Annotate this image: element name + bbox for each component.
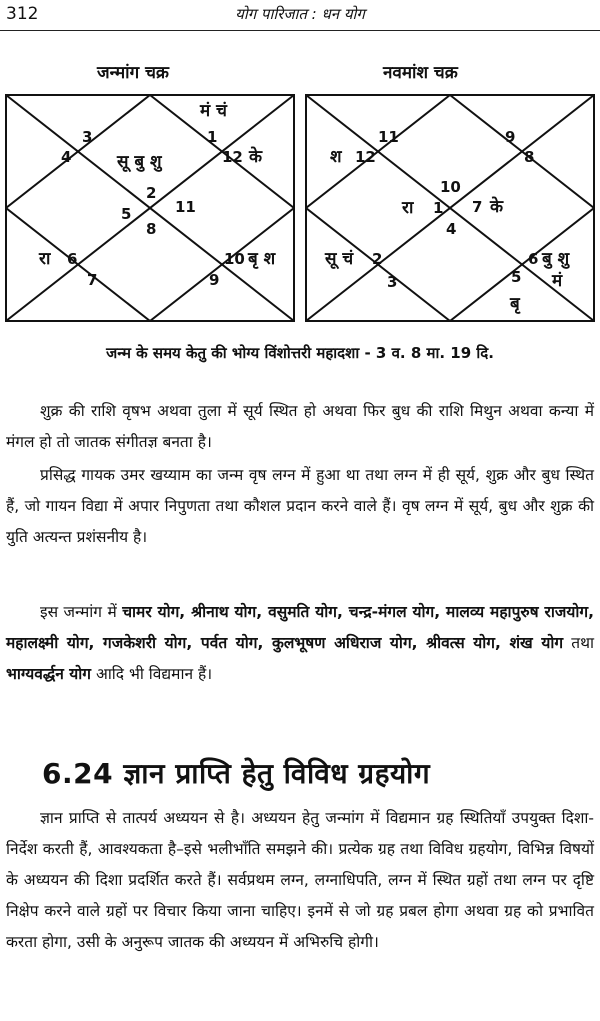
- paragraph-omar-khayyam: प्रसिद्ध गायक उमर खय्याम का जन्म वृष लग्न में हुआ था तथा लग्न में ही सूर्य, शुक्र और बुध स्थित हैं, जो गायन विद्या में अपार निपुणता तथा कौशल प्रदान करने वाले हैं। वृष लग्न में सूर्य, बुध और शुक्र की युति अत्यन्त प्रशंसनीय है।: [6, 466, 594, 546]
- navamsa-chart-title: नवमांश चक्र: [383, 63, 458, 83]
- yoga-list-last: भाग्यवर्द्धन योग: [6, 665, 91, 683]
- planet-label: बु शु: [542, 249, 570, 269]
- planet-label: सू चं: [325, 249, 354, 269]
- navamsa-chart: [305, 94, 595, 322]
- planet-label: सू बु शु: [117, 152, 162, 172]
- house-number: 9: [209, 271, 220, 289]
- birth-chart-diagram: [5, 94, 295, 322]
- house-number: 3: [387, 273, 398, 291]
- house-number: 3: [82, 128, 93, 146]
- planet-label: मं: [552, 271, 563, 291]
- page-number: 312: [6, 4, 39, 24]
- house-number: 9: [505, 128, 516, 146]
- house-number: 5: [121, 205, 132, 223]
- paragraph-knowledge: ज्ञान प्राप्ति से तात्पर्य अध्ययन से है। अध्ययन हेतु जन्मांग में विद्यमान ग्रह स्थितियाँ उपयुक्त दिशा-निर्देश करती हैं, आवश्यकता है–इसे भलीभाँति समझने की। प्रत्येक ग्रह तथा विविध ग्रहयोग, विभिन्न विषयों के अध्ययन की दिशा प्रदर्शित करते हैं। सर्वप्रथम लग्न, लग्नाधिपति, लग्न में स्थित ग्रहों तथा लग्न पर दृष्टि निक्षेप करने वाले ग्रहों पर विचार किया जाना चाहिए। इनमें से जो ग्रह प्रबल होगा अथवा ग्रह को प्रभावित करता होगा, उसी के अनुरूप जातक की अध्ययन में अभिरुचि होगी।: [6, 809, 594, 951]
- house-number: 10: [224, 250, 245, 268]
- house-number: 11: [175, 198, 196, 216]
- planet-label: श: [330, 147, 342, 167]
- section-number: 6.24: [42, 757, 114, 790]
- birth-chart: [5, 94, 295, 322]
- yoga-list-prefix: इस जन्मांग में: [40, 603, 117, 621]
- yoga-list-bold: चामर योग, श्रीनाथ योग, वसुमति योग, चन्द्र-मंगल योग, मालव्य महापुरुष राजयोग, महालक्ष्मी योग, गजकेशरी योग, पर्वत योग, कुलभूषण अधिराज योग, श्रीवत्स योग, शंख योग: [6, 603, 594, 652]
- house-number: 5: [511, 268, 522, 286]
- house-number: 12: [355, 148, 376, 166]
- house-number: 8: [524, 148, 535, 166]
- running-title: योग पारिजात : धन योग: [235, 5, 365, 23]
- planet-label: बृ श: [248, 249, 276, 269]
- yoga-list-connector: तथा: [571, 634, 594, 652]
- yoga-list-suffix: आदि भी विद्यमान हैं।: [95, 665, 213, 683]
- house-number: 8: [146, 220, 157, 238]
- dasha-caption: जन्म के समय केतु की भोग्य विंशोत्तरी महादशा - 3 व. 8 मा. 19 दि.: [106, 344, 494, 362]
- header-rule: [0, 30, 600, 31]
- house-number: 12: [222, 148, 243, 166]
- planet-label: रा: [402, 198, 414, 218]
- planet-label: बृ: [510, 294, 520, 314]
- house-number: 7: [87, 271, 98, 289]
- section-heading: [42, 754, 430, 792]
- birth-chart-title: जन्मांग चक्र: [97, 63, 169, 83]
- house-number: 4: [61, 148, 72, 166]
- section-title: ज्ञान प्राप्ति हेतु विविध ग्रहयोग: [123, 757, 431, 790]
- planet-label: के: [249, 147, 263, 167]
- house-number: 6: [67, 250, 78, 268]
- house-number: 4: [446, 220, 457, 238]
- house-number: 1: [207, 128, 218, 146]
- planet-label: रा: [39, 249, 51, 269]
- page-header: [0, 0, 600, 34]
- navamsa-chart-diagram: [305, 94, 595, 322]
- house-number: 7: [472, 198, 483, 216]
- house-number: 1: [433, 199, 444, 217]
- house-number: 11: [378, 128, 399, 146]
- house-number: 2: [372, 250, 383, 268]
- paragraph-musician-yoga: शुक्र की राशि वृषभ अथवा तुला में सूर्य स्थित हो अथवा फिर बुध की राशि मिथुन अथवा कन्या में मंगल हो तो जातक संगीतज्ञ बनता है।: [6, 402, 594, 451]
- paragraph-yoga-list: [6, 597, 594, 690]
- house-number: 2: [146, 184, 157, 202]
- house-number: 6: [528, 250, 539, 268]
- planet-label: के: [490, 197, 504, 217]
- planet-label: मं चं: [200, 101, 227, 121]
- house-number: 10: [440, 178, 461, 196]
